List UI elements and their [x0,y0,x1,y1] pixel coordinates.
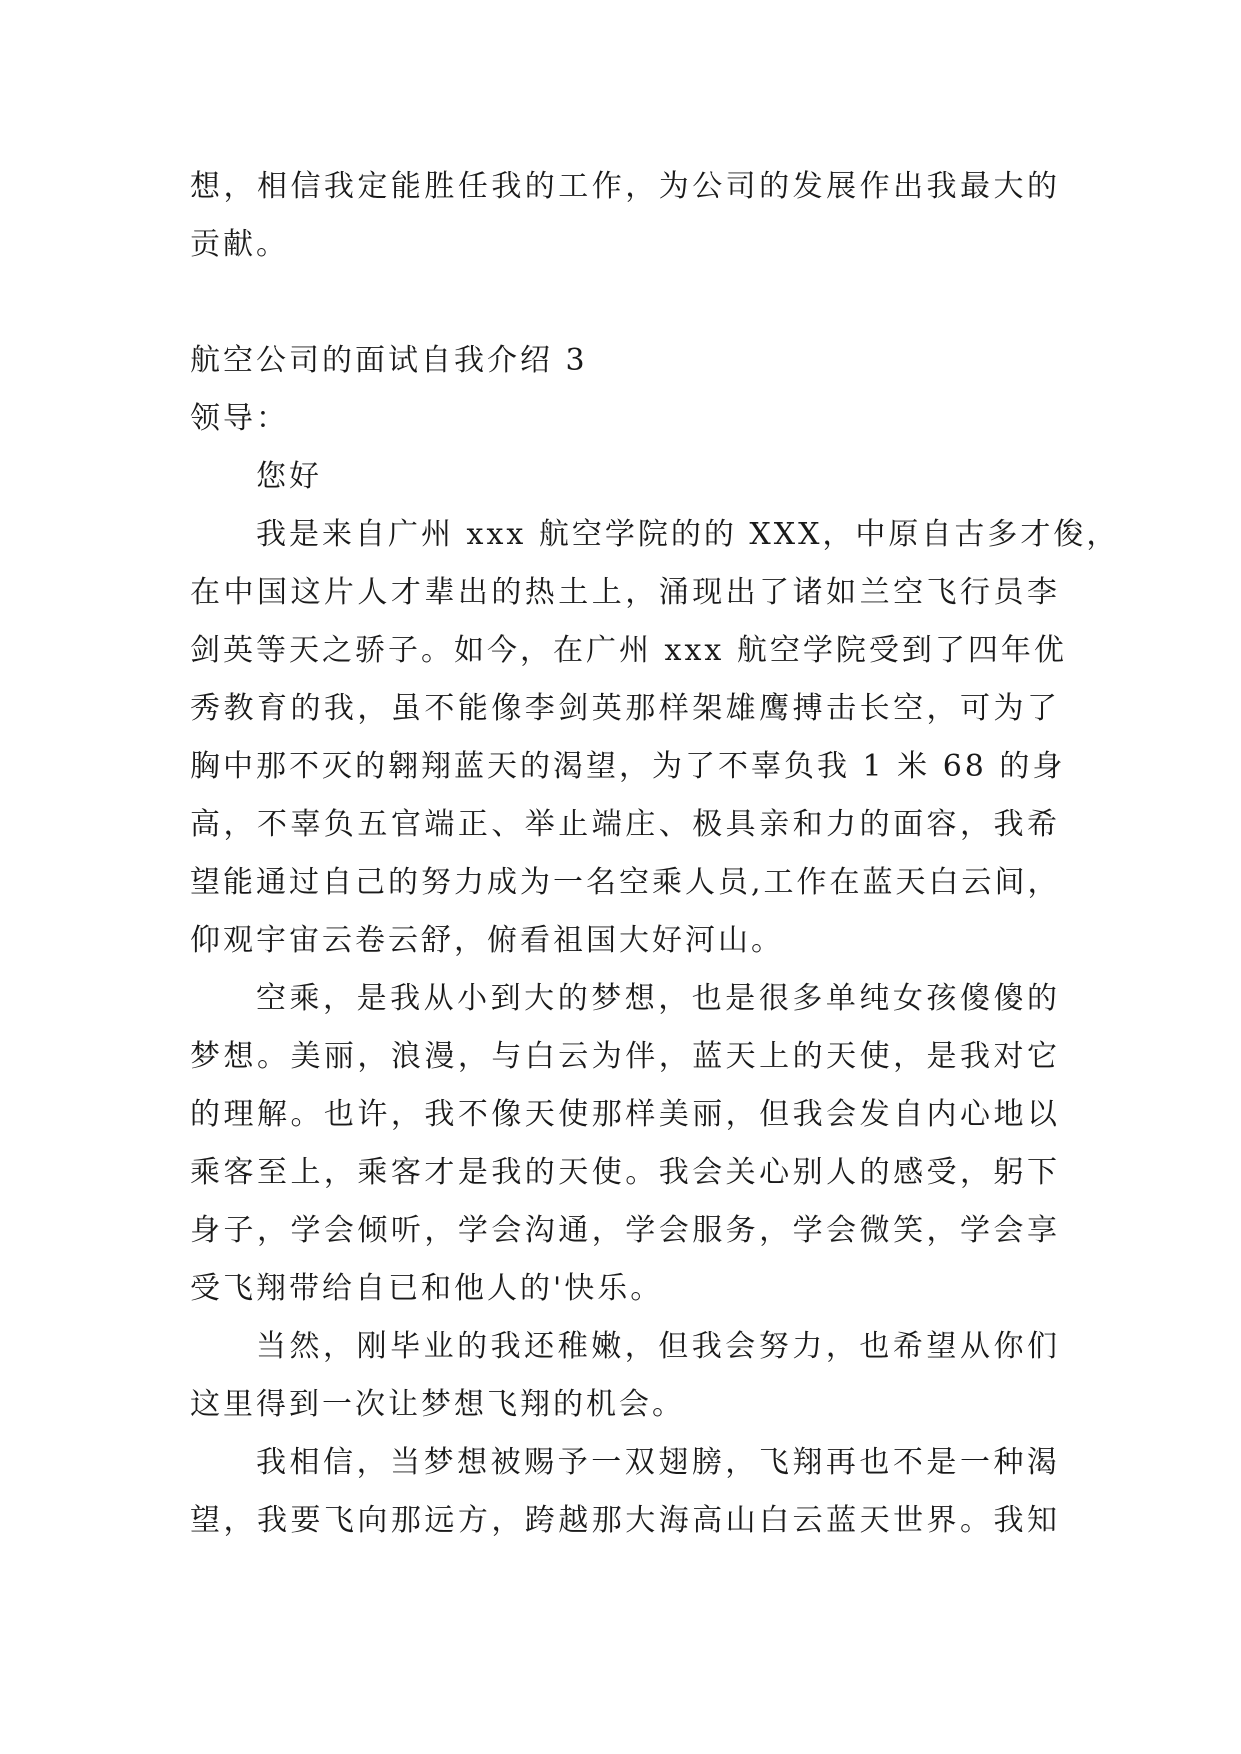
paragraph-line: 身子，学会倾听，学会沟通，学会服务，学会微笑，学会享 [190,1213,1060,1248]
paragraph-3 [190,1318,1060,1434]
paragraph-1 [190,506,1120,970]
paragraph-4 [190,1434,1060,1550]
paragraph-line: 我是来自广州 xxx 航空学院的的 XXX，中原自古多才俊， [256,517,1120,552]
paragraph-line: 的理解。也许，我不像天使那样美丽，但我会发自内心地以 [190,1097,1060,1132]
paragraph-line: 望，我要飞向那远方，跨越那大海高山白云蓝天世界。我知 [190,1503,1060,1538]
paragraph-line: 高，不辜负五官端正、举止端庄、极具亲和力的面容，我希 [190,807,1060,842]
prev-section-line: 想，相信我定能胜任我的工作，为公司的发展作出我最大的 [190,169,1060,204]
paragraph-line: 当然，刚毕业的我还稚嫩，但我会努力，也希望从你们 [256,1329,1060,1364]
document-body [190,158,1120,1550]
paragraph-line: 梦想。美丽，浪漫，与白云为伴，蓝天上的天使，是我对它 [190,1039,1060,1074]
greeting: 您好 [256,459,322,494]
prev-section-line: 贡献。 [190,227,289,262]
paragraph-line: 在中国这片人才辈出的热土上，涌现出了诸如兰空飞行员李 [190,575,1060,610]
paragraph-line: 秀教育的我，虽不能像李剑英那样架雄鹰搏击长空，可为了 [190,691,1060,726]
section-gap [190,274,1060,332]
paragraph-line: 乘客至上，乘客才是我的天使。我会关心别人的感受，躬下 [190,1155,1060,1190]
salutation: 领导： [190,401,289,436]
paragraph-line: 剑英等天之骄子。如今，在广州 xxx 航空学院受到了四年优 [190,633,1067,668]
paragraph-2 [190,970,1060,1318]
section-title: 航空公司的面试自我介绍 3 [190,343,588,378]
paragraph-line: 空乘，是我从小到大的梦想，也是很多单纯女孩傻傻的 [256,981,1060,1016]
paragraph-line: 望能通过自己的努力成为一名空乘人员,工作在蓝天白云间， [190,865,1061,900]
paragraph-line: 仰观宇宙云卷云舒，俯看祖国大好河山。 [190,923,784,958]
paragraph-line: 这里得到一次让梦想飞翔的机会。 [190,1387,685,1422]
paragraph-line: 受飞翔带给自已和他人的'快乐。 [190,1271,664,1306]
paragraph-line: 我相信，当梦想被赐予一双翅膀，飞翔再也不是一种渴 [256,1445,1060,1480]
paragraph-line: 胸中那不灭的翱翔蓝天的渴望，为了不辜负我 1 米 68 的身 [190,749,1066,784]
